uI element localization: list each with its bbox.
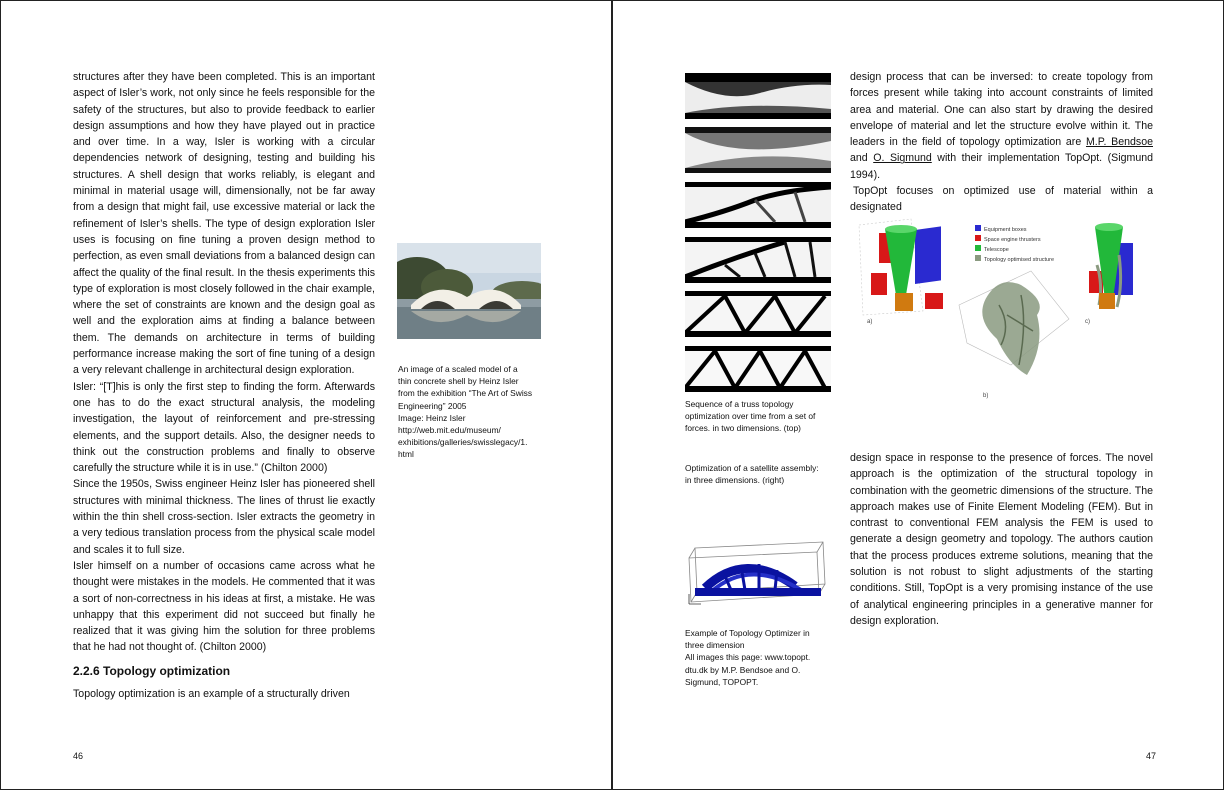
- paragraph-isler-feedback: structures after they have been completed. This is an important aspect of Isler’s work, not only since he feels responsible for the safety of the structures, but also to provide feedback to earlier design assumptions and how they have played out in practice and over time. In a way, Isler is working with a circular dependencies network of designing, testing and building his structures. A shell design that works reliably, is elegant and minimal in material usage will, dimensionally, not be far away from a design that might fail, use excessive material or lack the refinement of Isler’s shells. The type of design exploration Isler uses is focusing on fine tuning a proven design method to perfection, as even small deviations from a balanced design can affect the quality of the final result. In the thesis experiments this type of exploration is most closely followed in the chair example, where the set of constraints are known and the design goal as well and the exploration aims at finding a balance between them. The demands on architecture in terms of building performance increase making the sort of fine tuning of a design a very relevant challenge in architectural design exploration.: [73, 71, 375, 377]
- caption-line: Image: Heinz Isler: [398, 412, 466, 423]
- caption-line: An image of a scaled model of a: [398, 364, 518, 374]
- caption-url-line[interactable]: exhibitions/galleries/swisslegacy/1.: [398, 437, 528, 448]
- legend-equipment: Equipment boxes: [984, 227, 1027, 233]
- caption-line: Example of Topology Optimizer in: [685, 628, 810, 638]
- caption-url-line[interactable]: html: [398, 449, 414, 460]
- satellite-caption: [685, 462, 835, 486]
- paragraph-topology-approach: design space in response to the presence of forces. The novel approach is the optimization of the structural topology in combination with the geometric dimensions of the structure. The approach makes use of Finite Element Modeling (FEM). But in contrast to conventional FEM analysis the FEM is used to generate a design geometry and topology. The authors caution that the process produces extreme solutions, meaning that the solution is not robust to slight adjustments of the starting conditions. Still, TopOpt is a very promising instance of the use of analytical engineering principles in a generative manner for design exploration.: [850, 452, 1153, 627]
- caption-line: in three dimensions. (right): [685, 475, 785, 486]
- truss-step-6: [685, 346, 831, 392]
- topology-3d-figure: [685, 536, 831, 614]
- isler-shell-photo: [397, 243, 541, 339]
- truss-caption: [685, 398, 835, 435]
- truss-step-5: [685, 291, 831, 337]
- caption-line: thin concrete shell by Heinz Isler: [398, 376, 519, 387]
- paragraph-isler-mistakes: Isler himself on a number of occasions came across what he thought were mistakes in the models. He commented that it was a sort of non-correctness in his ideas at first, a mistake. He was unhappy that this experiment did not succeed but finally he realized that it was giving him the solution for three problems that he had not thought of. (Chilton 2000): [73, 559, 375, 654]
- right-page: [612, 0, 1224, 790]
- page-number-left: 46: [73, 751, 84, 761]
- truss-step-3: [685, 182, 831, 228]
- truss-step-6-image: [685, 346, 831, 392]
- caption-line: All images this page: www.topopt.: [685, 652, 811, 663]
- topology-3d-image: [685, 536, 831, 614]
- caption-line: three dimension: [685, 640, 745, 651]
- paragraph-topopt-focus: TopOpt focuses on optimized use of material within a designated: [850, 185, 1153, 214]
- paragraph-topology-start: Topology optimization is an example of a structurally driven: [73, 687, 350, 700]
- legend-thrusters: Space engine thrusters: [984, 237, 1041, 243]
- caption-line: Sequence of a truss topology: [685, 399, 794, 409]
- topology-3d-caption: [685, 627, 835, 688]
- paragraph-isler-shells: Since the 1950s, Swiss engineer Heinz Isler has pioneered shell structures with minimal thickness. The lines of thrust lie exactly within the thin shell cross-section. Isler extracts the geometry in a very tedious translation process from the physical scale model and scales it to full size.: [73, 478, 375, 556]
- page-number-right: 47: [1146, 751, 1157, 761]
- isler-photo-caption: [398, 363, 548, 461]
- caption-line: Sigmund, TOPOPT.: [685, 676, 759, 687]
- label-c: c): [1085, 319, 1090, 325]
- caption-url-line[interactable]: http://web.mit.edu/museum/: [398, 425, 501, 436]
- bendsoe-link[interactable]: M.P. Bendsoe: [1085, 136, 1153, 149]
- sigmund-link[interactable]: O. Sigmund: [873, 152, 932, 165]
- satellite-image: [851, 215, 1157, 411]
- caption-line: dtu.dk by M.P. Bendsoe and O.: [685, 664, 801, 675]
- right-body-text-bottom: [850, 450, 1153, 629]
- legend-telescope: Telescope: [984, 247, 1009, 253]
- caption-line: Optimization of a satellite assembly:: [685, 463, 819, 473]
- truss-step-3-image: [685, 182, 831, 228]
- and-text: and: [850, 152, 874, 165]
- truss-step-4-image: [685, 237, 831, 283]
- paragraph-text: design process that can be inversed: to create topology from forces present while taking into account constraints of limited area and material. One can also start by drawing the desired envelope of material and let the structure evolve within it. The leaders in the field of topology optimization are: [850, 71, 1153, 149]
- label-a: a): [867, 319, 873, 325]
- legend-structure: Topology optimised structure: [984, 257, 1055, 263]
- paragraph-text-end: with their implementation TopOpt. (Sigmund 1994).: [850, 152, 1153, 181]
- caption-line: optimization over time from a set of: [685, 411, 816, 422]
- section-heading: 2.2.6 Topology optimization: [73, 663, 231, 678]
- caption-line: Engineering” 2005: [398, 400, 467, 411]
- caption-line: forces. in two dimensions. (top): [685, 423, 801, 434]
- truss-step-2-image: [685, 127, 831, 173]
- truss-step-1: [685, 73, 831, 119]
- label-b: b): [983, 393, 989, 399]
- shell-photo-image: [397, 243, 541, 339]
- paragraph-topology-leaders: [850, 69, 1153, 183]
- truss-step-4: [685, 237, 831, 283]
- truss-step-2: [685, 127, 831, 173]
- truss-step-5-image: [685, 291, 831, 337]
- truss-step-1-image: [685, 73, 831, 119]
- satellite-figure: [851, 215, 1157, 411]
- caption-line: from the exhibition “The Art of Swiss: [398, 388, 533, 399]
- paragraph-isler-quote: Isler: “[T]his is only the first step to finding the form. Afterwards one has to do the exact structural analysis, the modeling investigation, the layout of reinforcement and pre-stressing elements, and the support details. Also, the designer needs to think out the construction problems and finally to observe carefully the structure while it is in use.” (Chilton 2000): [73, 380, 375, 475]
- right-body-text-top: [850, 69, 1153, 216]
- left-page: [0, 0, 612, 790]
- left-body-text: [73, 69, 375, 702]
